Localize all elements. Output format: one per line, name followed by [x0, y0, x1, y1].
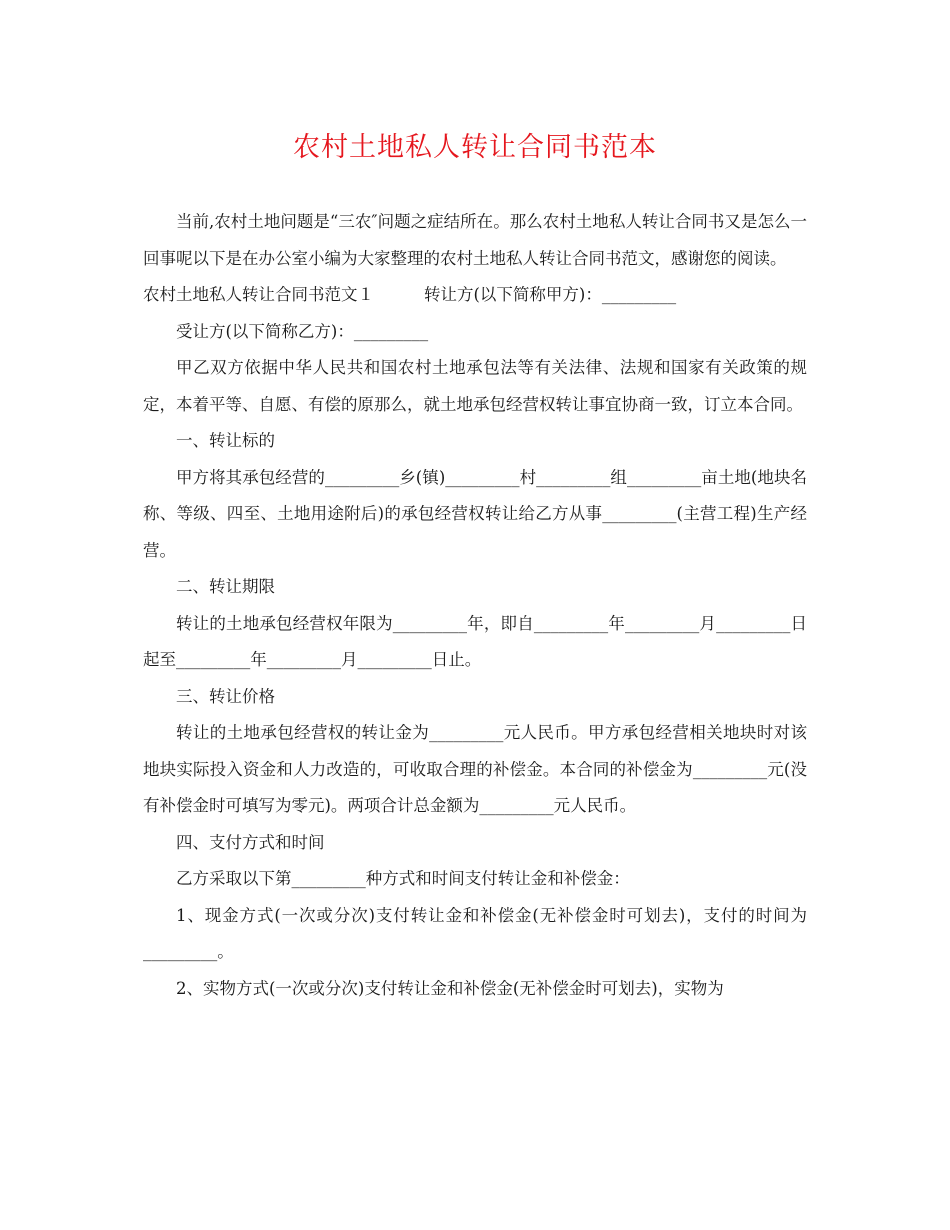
sample-heading: 农村土地私人转让合同书范文１: [143, 285, 374, 304]
preamble-paragraph: 甲乙双方依据中华人民共和国农村土地承包法等有关法律、法规和国家有关政策的规定，本着平等、自愿、有偿的原那么，就土地承包经营权转让事宜协商一致，订立本合同。: [143, 358, 807, 414]
section-2-body: 转让的土地承包经营权年限为_________年，即自_________年_________月_________日起至_________年_________月_________日止。: [143, 613, 807, 669]
section-1-heading: 一、转让标的: [176, 431, 275, 450]
section-3-heading: 三、转让价格: [176, 686, 275, 706]
section-4-heading: 四、支付方式和时间: [176, 832, 325, 852]
party-b-line: 受让方(以下简称乙方)：_________: [176, 321, 429, 341]
document-title: 农村土地私人转让合同书范本: [293, 132, 657, 163]
document-body: [143, 204, 807, 1007]
intro-paragraph: 当前,农村土地问题是“三农″问题之症结所在。那么农村土地私人转让合同书又是怎么一回事呢以下是在办公室小编为大家整理的农村土地私人转让合同书范文，感谢您的阅读。: [143, 212, 807, 268]
section-4-item-2: 2、实物方式(一次或分次)支付转让金和补偿金(无补偿金时可划去)，实物为: [176, 978, 724, 998]
section-4-item-1: 1、现金方式(一次或分次)支付转让金和补偿金(无补偿金时可划去)，支付的时间为_________。: [143, 905, 807, 961]
section-1-body: 甲方将其承包经营的_________乡(镇)_________村_________组_________亩土地(地块名称、等级、四至、土地用途附后)的承包经营权转让给乙方从事_________(主营工程)生产经营。: [143, 467, 807, 560]
section-2-heading: 二、转让期限: [176, 577, 275, 596]
section-4-body: 乙方采取以下第_________种方式和时间支付转让金和补偿金：: [176, 869, 630, 888]
party-a-line: 转让方(以下简称甲方)：_________: [424, 285, 677, 304]
sample-heading-line: [143, 277, 807, 314]
section-3-body: 转让的土地承包经营权的转让金为_________元人民币。甲方承包经营相关地块时对该地块实际投入资金和人力改造的，可收取合理的补偿金。本合同的补偿金为_________元(没有补偿金时可填写为零元)。两项合计总金额为_________元人民币。: [143, 723, 807, 815]
